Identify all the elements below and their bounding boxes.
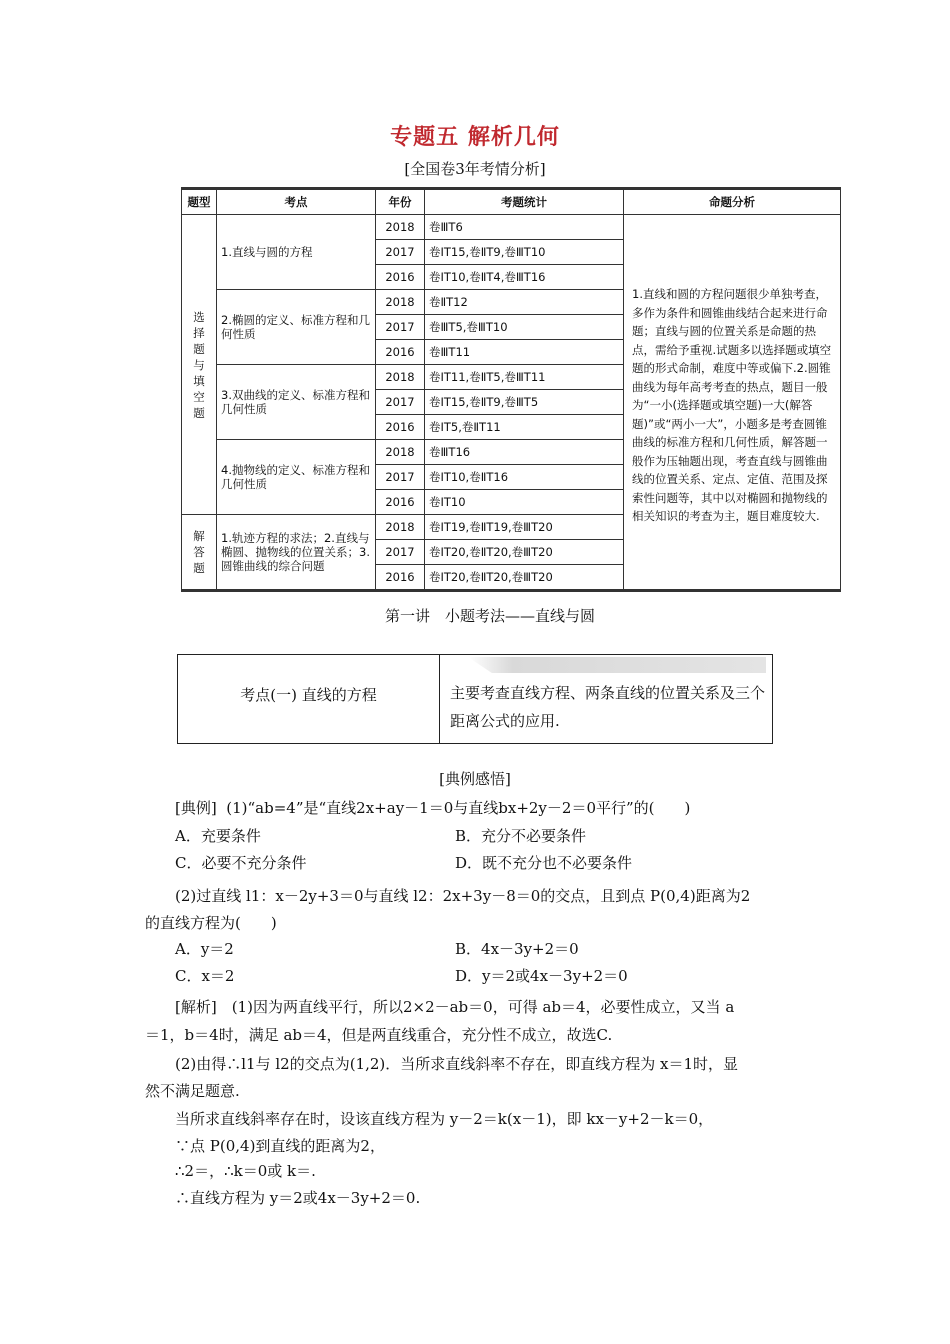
solution-line: ∵点 P(0,4)到直线的距离为2，: [175, 1137, 385, 1155]
year-cell: 2016: [376, 490, 425, 515]
ex2-option-a: A．y＝2: [175, 940, 234, 958]
stat-cell: 卷ⅠT15,卷ⅡT9,卷ⅢT10: [425, 240, 624, 265]
year-cell: 2018: [376, 515, 425, 540]
analysis-cell: 1.直线和圆的方程问题很少单独考查，多作为条件和圆锥曲线结合起来进行命题；直线与圆的位置关系是命题的热点，需给予重视.试题多以选择题或填空题的形式命制，难度中等或偏下.2.圆锥曲线为每年高考考查的热点，题目一般为“一小(选择题或填空题)一大(解答题)”或“两小一大”，小题多是考查圆锥曲线的标准方程和几何性质，解答题一般作为压轴题出现，考查直线与圆锥曲线的位置关系、定点、定值、范围及探索性问题等，其中以对椭圆和抛物线的相关知识的考查为主，题目难度较大.: [624, 215, 841, 590]
example-heading: [典例感悟]: [439, 770, 511, 788]
year-cell: 2018: [376, 290, 425, 315]
year-cell: 2018: [376, 215, 425, 240]
stat-cell: 卷ⅠT11,卷ⅡT5,卷ⅢT11: [425, 365, 624, 390]
decorative-shade: [468, 657, 766, 673]
ex1-option-d: D．既不充分也不必要条件: [455, 854, 633, 872]
table-row: [182, 215, 841, 240]
header-point: 考点: [217, 190, 376, 215]
header-analysis: 命题分析: [624, 190, 841, 215]
year-cell: 2017: [376, 540, 425, 565]
solution-line: ∴2＝，∴k＝0或 k＝.: [175, 1162, 316, 1180]
year-cell: 2016: [376, 415, 425, 440]
point-1: 1.直线与圆的方程: [217, 215, 376, 290]
stat-cell: 卷ⅡT12: [425, 290, 624, 315]
stat-cell: 卷ⅠT10,卷ⅡT16: [425, 465, 624, 490]
example-1-question: [典例] (1)“ab=4”是“直线2x+ay－1＝0与直线bx+2y－2＝0平行”的( ): [175, 799, 691, 817]
point-4: 4.抛物线的定义、标准方程和几何性质: [217, 440, 376, 515]
type-answer-cell: 解答题: [182, 515, 217, 590]
solution-line: [解析] (1)因为两直线平行，所以2×2－ab＝0，可得 ab＝4，必要性成立，又当 a: [175, 998, 735, 1016]
stat-cell: 卷ⅢT11: [425, 340, 624, 365]
stat-cell: 卷ⅠT5,卷ⅡT11: [425, 415, 624, 440]
point-2: 2.椭圆的定义、标准方程和几何性质: [217, 290, 376, 365]
page-title: 专题五 解析几何: [390, 124, 560, 150]
exam-analysis-table: [181, 189, 841, 590]
stat-cell: 卷ⅢT16: [425, 440, 624, 465]
ex1-option-b: B．充分不必要条件: [455, 827, 587, 845]
year-cell: 2017: [376, 240, 425, 265]
point-3: 3.双曲线的定义、标准方程和几何性质: [217, 365, 376, 440]
year-cell: 2017: [376, 315, 425, 340]
stat-cell: 卷ⅠT10,卷ⅡT4,卷ⅢT16: [425, 265, 624, 290]
header-year: 年份: [376, 190, 425, 215]
stat-cell: 卷ⅢT6: [425, 215, 624, 240]
header-stat: 考题统计: [425, 190, 624, 215]
type-choice-cell: 选择题与填空题: [182, 215, 217, 515]
knowledge-point-title: 考点(一) 直线的方程: [178, 655, 440, 743]
knowledge-point-box: [177, 654, 773, 744]
ex2-option-c: C．x＝2: [175, 967, 235, 985]
ex1-option-c: C．必要不充分条件: [175, 854, 307, 872]
ex2-question-line2: 的直线方程为( ): [145, 914, 277, 932]
ex2-option-d: D．y＝2或4x－3y+2＝0: [455, 967, 628, 985]
solution-line: (2)由得∴l1与 l2的交点为(1,2)．当所求直线斜率不存在，即直线方程为 x＝1时，显: [175, 1055, 739, 1073]
year-cell: 2017: [376, 390, 425, 415]
stat-cell: 卷ⅠT15,卷ⅡT9,卷ⅢT5: [425, 390, 624, 415]
ex2-option-b: B．4x－3y+2＝0: [455, 940, 579, 958]
year-cell: 2016: [376, 340, 425, 365]
table-header-row: [182, 190, 841, 215]
stat-cell: 卷ⅠT20,卷ⅡT20,卷ⅢT20: [425, 540, 624, 565]
solution-line: ＝1，b＝4时，满足 ab＝4，但是两直线重合，充分性不成立，故选C.: [145, 1026, 613, 1044]
year-cell: 2016: [376, 565, 425, 590]
header-type: 题型: [182, 190, 217, 215]
year-cell: 2018: [376, 440, 425, 465]
knowledge-point-desc: 主要考查直线方程、两条直线的位置关系及三个距离公式的应用.: [450, 684, 766, 730]
stat-cell: 卷ⅢT5,卷ⅢT10: [425, 315, 624, 340]
lecture-title: 第一讲 小题考法——直线与圆: [384, 607, 595, 625]
year-cell: 2016: [376, 265, 425, 290]
ex1-option-a: A．充要条件: [175, 827, 261, 845]
stat-cell: 卷ⅠT20,卷ⅡT20,卷ⅢT20: [425, 565, 624, 590]
solution-line: 当所求直线斜率存在时，设该直线方程为 y－2＝k(x－1)，即 kx－y+2－k＝0，: [175, 1110, 714, 1128]
solution-line: ∴直线方程为 y＝2或4x－3y+2＝0.: [175, 1189, 421, 1207]
stat-cell: 卷ⅠT10: [425, 490, 624, 515]
page-subtitle: [全国卷3年考情分析]: [404, 160, 546, 178]
table-bottom-rule: [181, 590, 841, 592]
year-cell: 2018: [376, 365, 425, 390]
ex2-question-line1: (2)过直线 l1：x－2y+3＝0与直线 l2：2x+3y－8＝0的交点，且到点 P(0,4)距离为2: [175, 887, 751, 905]
year-cell: 2017: [376, 465, 425, 490]
stat-cell: 卷ⅠT19,卷ⅡT19,卷ⅢT20: [425, 515, 624, 540]
solution-line: 然不满足题意.: [145, 1082, 240, 1100]
point-5: 1.轨迹方程的求法；2.直线与椭圆、抛物线的位置关系；3.圆锥曲线的综合问题: [217, 515, 376, 590]
